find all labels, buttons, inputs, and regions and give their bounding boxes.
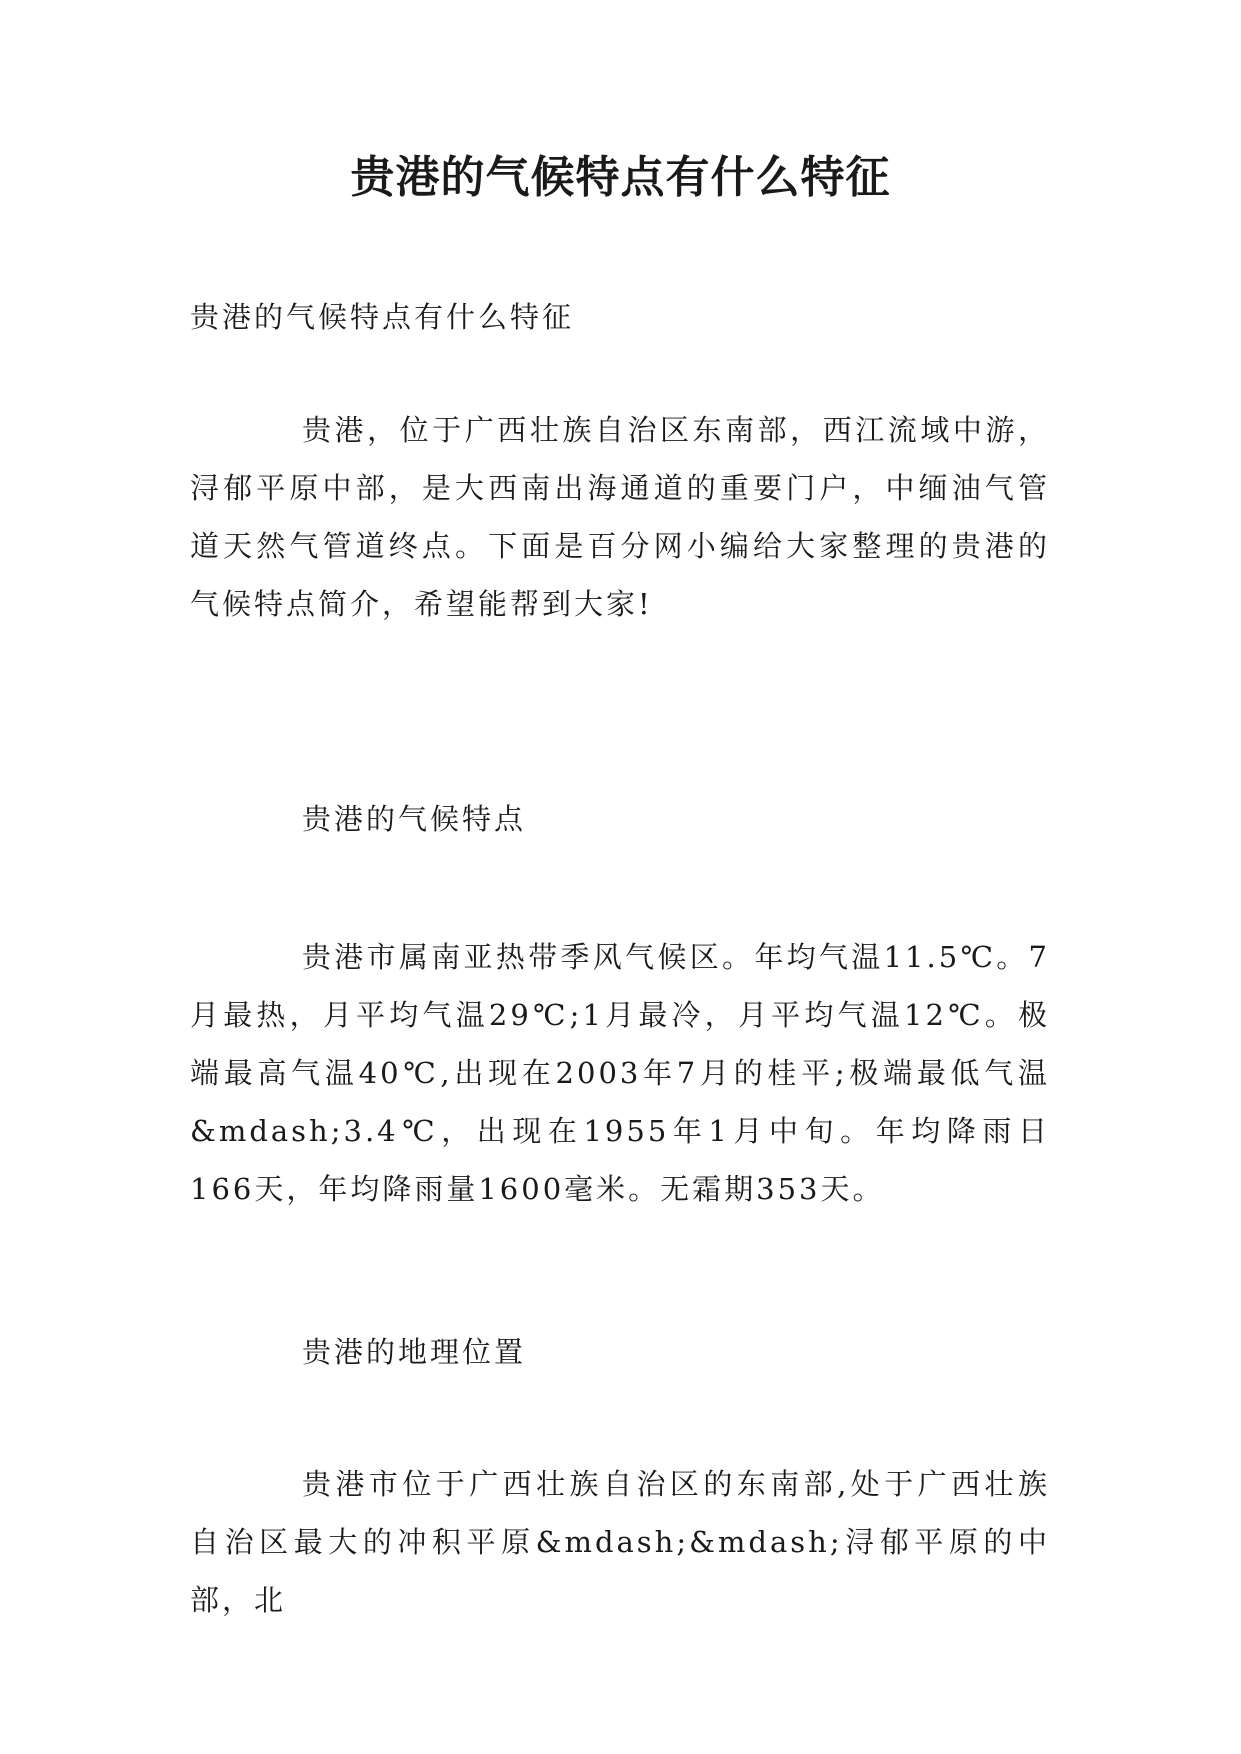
section-heading-climate: 贵港的气候特点 — [302, 802, 527, 836]
section-heading-geography: 贵港的地理位置 — [302, 1335, 527, 1369]
geography-paragraph: 贵港市位于广西壮族自治区的东南部,处于广西壮族自治区最大的冲积平原&mdash;&mdash;浔郁平原的中部，北 — [190, 1467, 1050, 1617]
page-title: 贵港的气候特点有什么特征 — [350, 152, 891, 203]
climate-paragraph: 贵港市属南亚热带季风气候区。年均气温11.5℃。7月最热，月平均气温29℃;1月最冷，月平均气温12℃。极端最高气温40℃,出现在2003年7月的桂平;极端最低气温&mdash;3.4℃，出现在1955年1月中旬。年均降雨日166天，年均降雨量1600毫米。无霜期353天。 — [190, 940, 1050, 1206]
intro-paragraph: 贵港，位于广西壮族自治区东南部，西江流域中游，浔郁平原中部，是大西南出海通道的重要门户，中缅油气管道天然气管道终点。下面是百分网小编给大家整理的贵港的气候特点简介，希望能帮到大家! — [190, 413, 1050, 621]
document-subtitle: 贵港的气候特点有什么特征 — [190, 300, 575, 334]
